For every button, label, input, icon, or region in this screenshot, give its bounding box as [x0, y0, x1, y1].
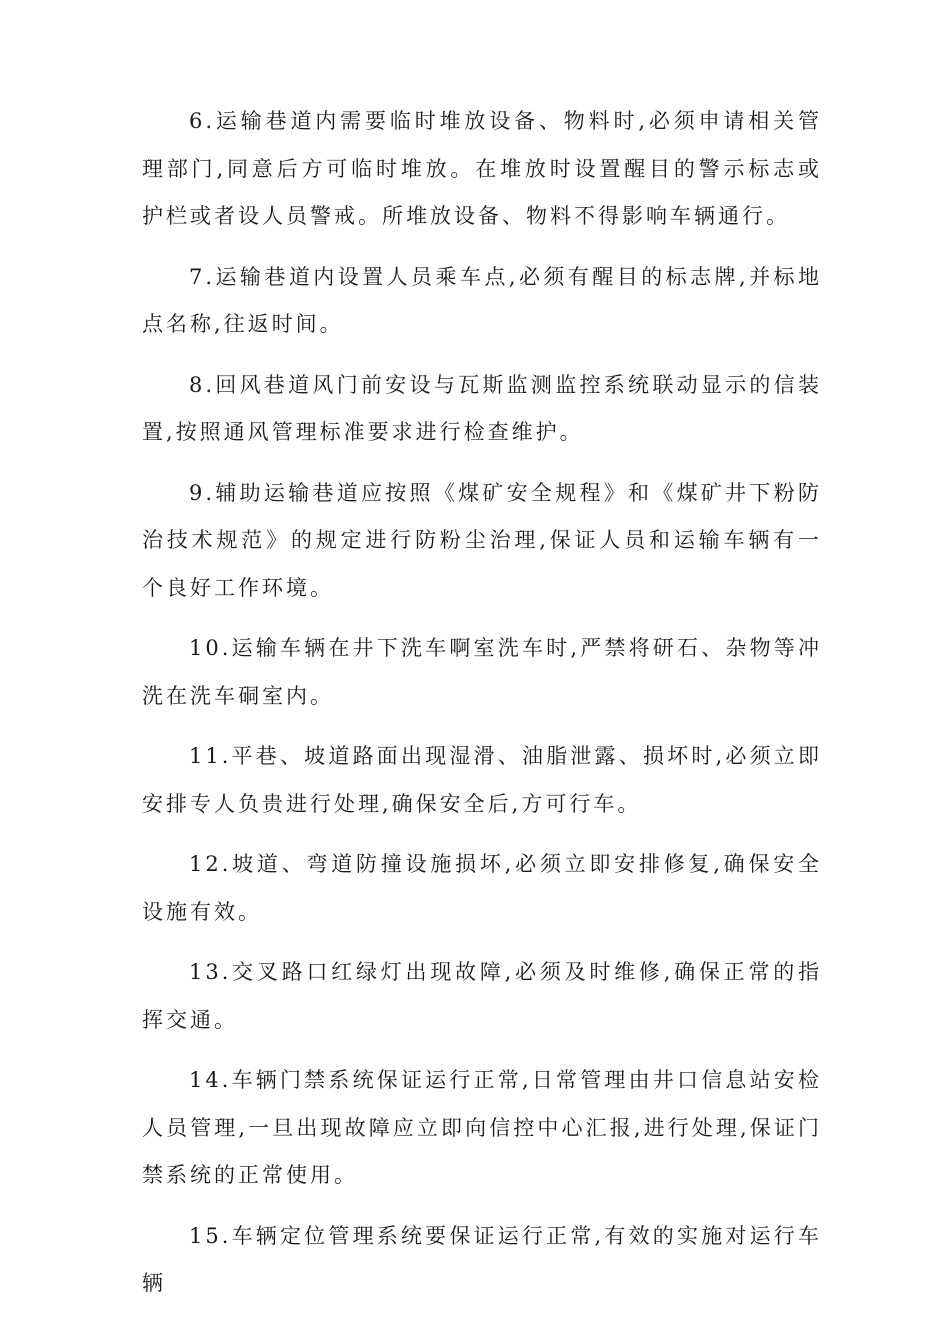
- paragraph-item-11: 11.平巷、坡道路面出现湿滑、油脂泄露、损坏时,必须立即安排专人负贵进行处理,确保安全后,方可行车。: [142, 744, 822, 816]
- paragraph-item-6: 6.运输巷道内需要临时堆放设备、物料时,必须申请相关管理部门,同意后方可临时堆放。在堆放时设置醒目的警示标志或护栏或者设人员警戒。所堆放设备、物料不得影响车辆通行。: [142, 109, 822, 228]
- document-body: [142, 98, 822, 1321]
- paragraph-item-9: 9.辅助运输巷道应按照《煤矿安全规程》和《煤矿井下粉防治技术规范》的规定进行防粉尘治理,保证人员和运输车辆有一个良好工作环境。: [142, 480, 822, 600]
- paragraph-item-14: 14.车辆门禁系统保证运行正常,日常管理由井口信息站安检人员管理,一旦出现故障应立即向信控中心汇报,进行处理,保证门禁系统的正常使用。: [142, 1068, 822, 1187]
- paragraph-item-13: 13.交叉路口红绿灯出现故障,必须及时维修,确保正常的指挥交通。: [142, 960, 822, 1032]
- paragraph-item-8: 8.回风巷道风门前安设与瓦斯监测监控系统联动显示的信装置,按照通风管理标准要求进行检查维护。: [142, 372, 822, 444]
- paragraph-item-15: 15.车辆定位管理系统要保证运行正常,有效的实施对运行车辆: [142, 1223, 822, 1295]
- paragraph-item-10: 10.运输车辆在井下洗车啊室洗车时,严禁将研石、杂物等冲洗在洗车硐室内。: [142, 636, 822, 708]
- paragraph-item-7: 7.运输巷道内设置人员乘车点,必须有醒目的标志牌,并标地点名称,往返时间。: [142, 264, 822, 336]
- paragraph-item-12: 12.坡道、弯道防撞设施损坏,必须立即安排修复,确保安全设施有效。: [142, 852, 822, 924]
